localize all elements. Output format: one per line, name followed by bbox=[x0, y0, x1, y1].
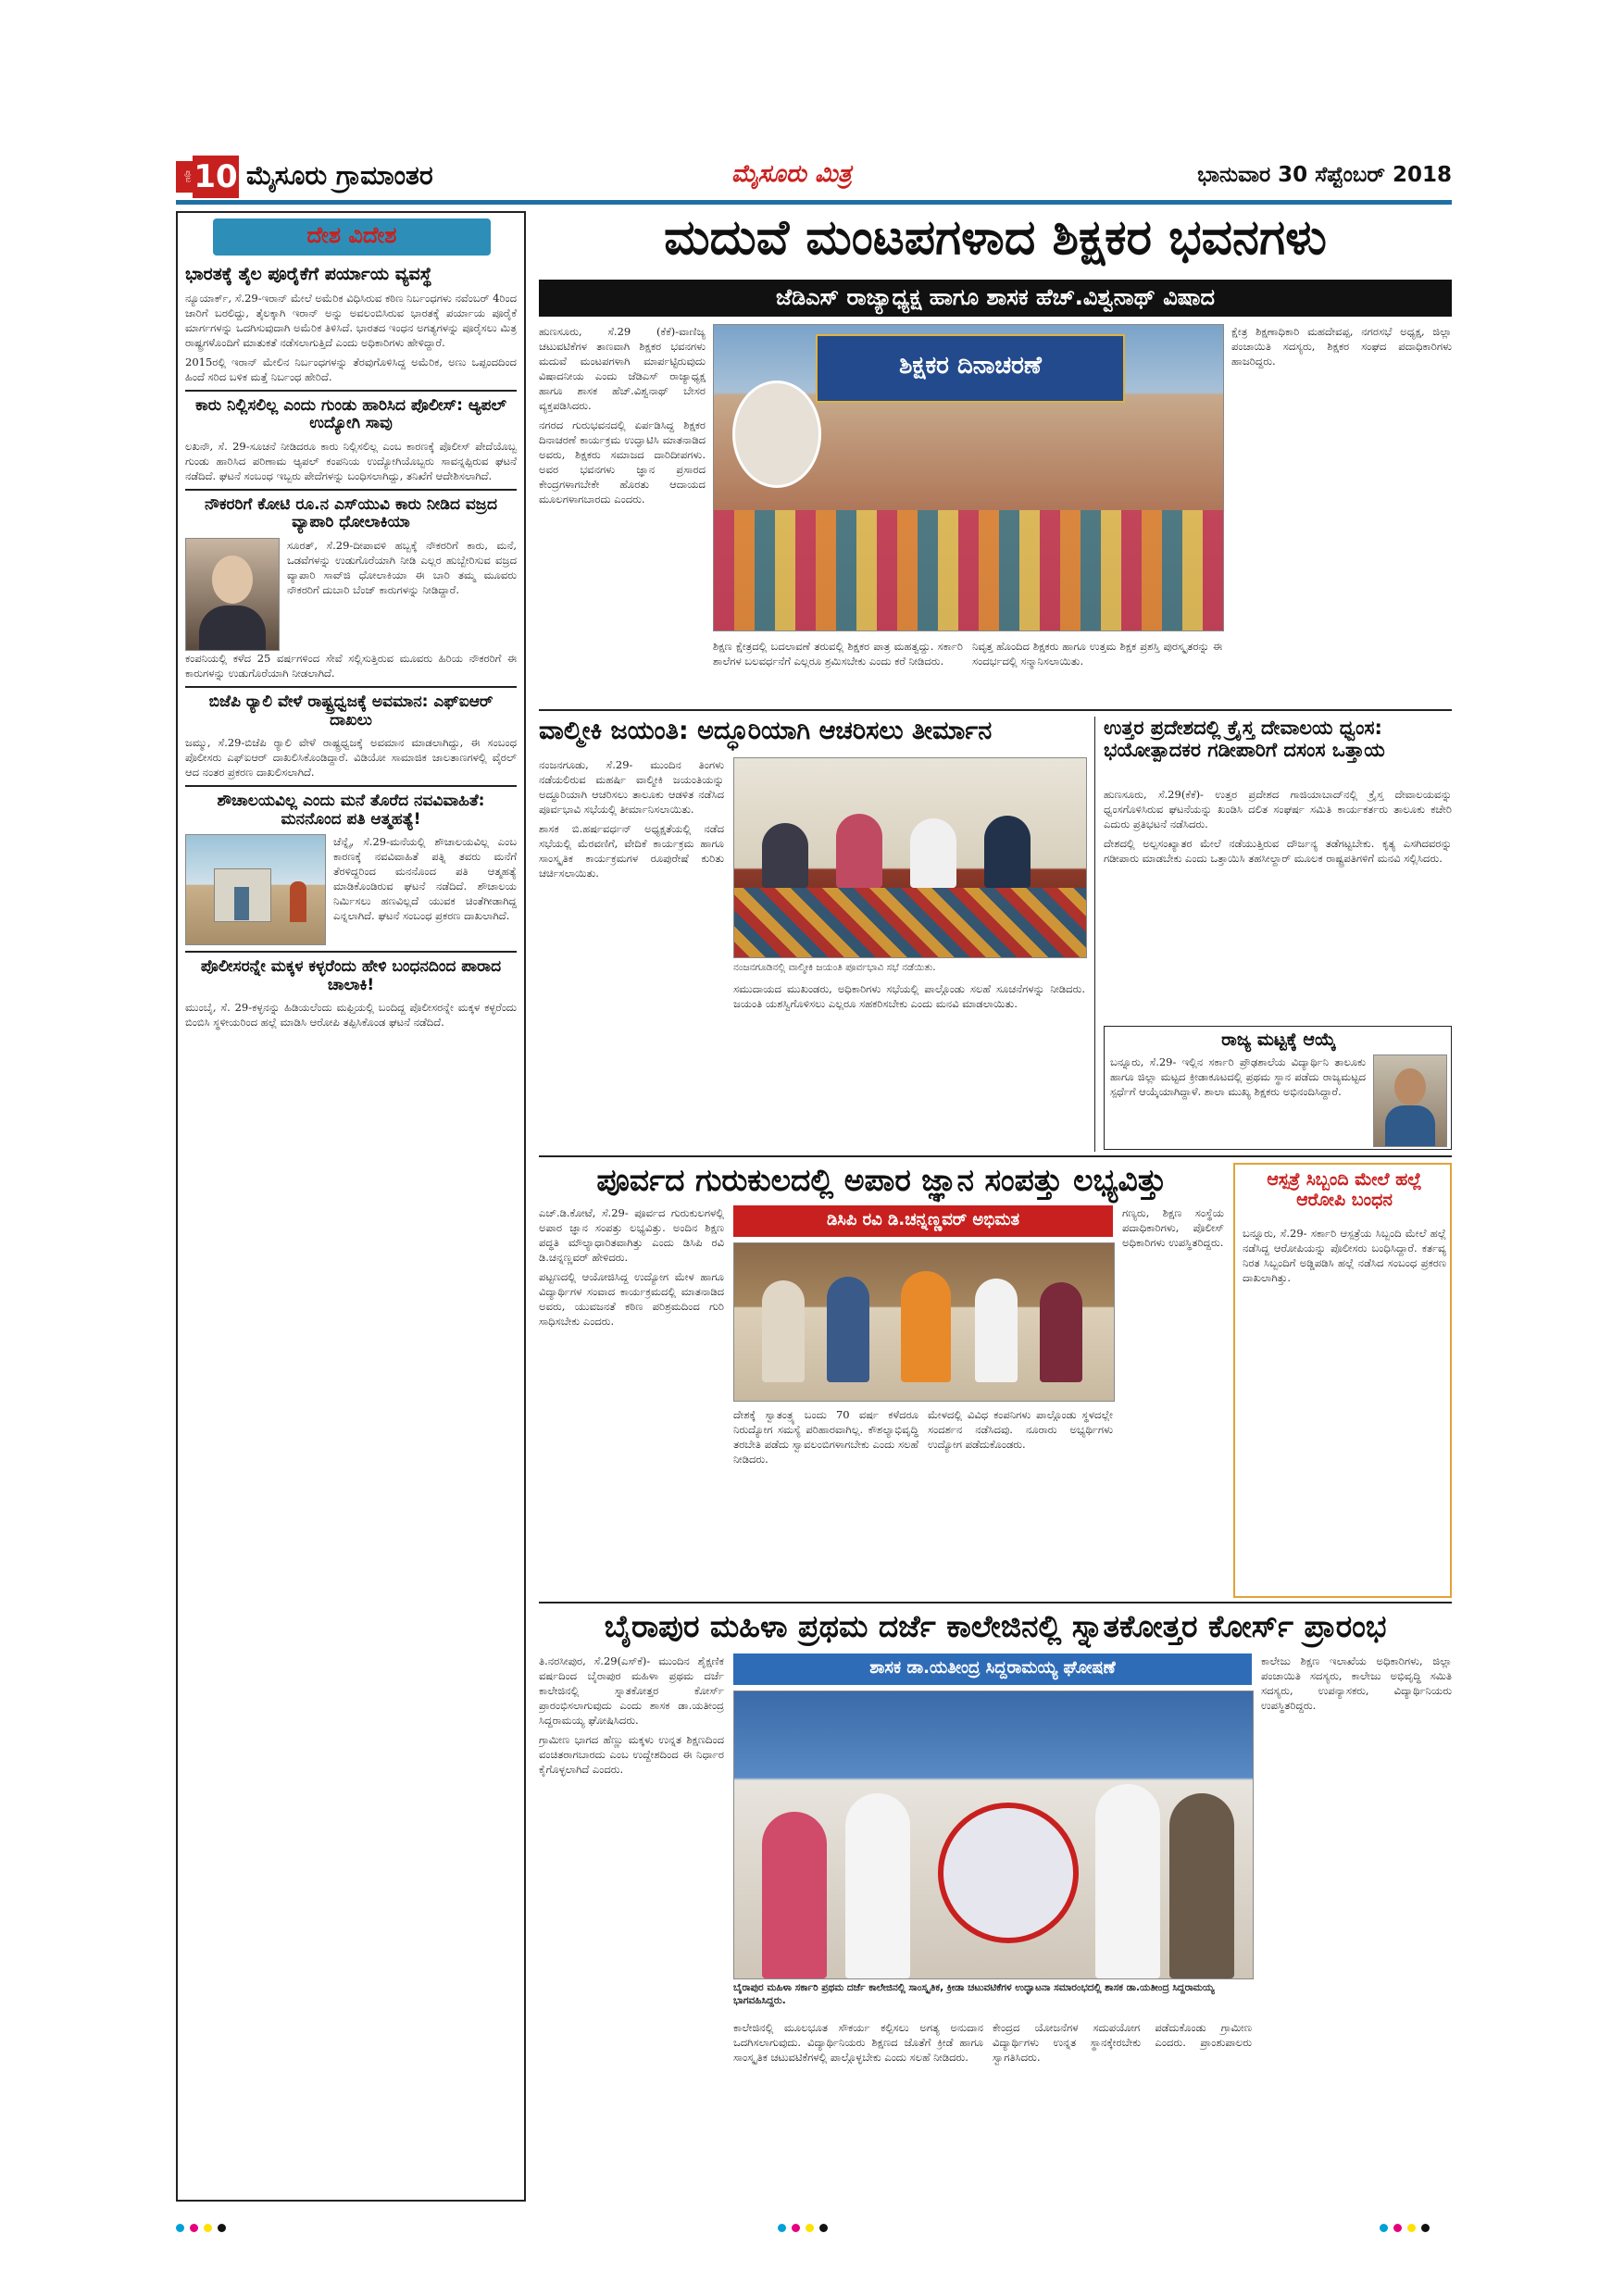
registration-marks-center bbox=[778, 2218, 833, 2236]
left-body-7: ಚೆನ್ನೈ, ಸೆ.29-ಮನೆಯಲ್ಲಿ ಶೌಚಾಲಯವಿಲ್ಲ ಎಂಬ ಕಾರಣಕ್ಕೆ ನವವಿವಾಹಿತೆ ಪತ್ನಿ ತವರು ಮನೆಗೆ ತೆರಳಿದ್ದರಿಂದ ಮನನೊಂದ ಪತಿ ಆತ್ಮಹತ್ಯೆ ಮಾಡಿಕೊಂಡಿರುವ ಘಟನೆ ನಡೆದಿದೆ. ಶೌಚಾಲಯ ನಿರ್ಮಿಸಲು ಹಣವಿಲ್ಲದೆ ಯುವಕ ಚಿಂತೆಗೀಡಾಗಿದ್ದ ಎನ್ನಲಾಗಿದೆ. ಘಟನೆ ಸಂಬಂಧ ಪ್ರಕರಣ ದಾಖಲಾಗಿದೆ. bbox=[333, 835, 517, 923]
left-body-6: ಜಮ್ಮು, ಸೆ.29-ಬಿಜೆಪಿ ರ್‍ಯಾಲಿ ವೇಳೆ ರಾಷ್ಟ್ರಧ್ವಜಕ್ಕೆ ಅವಮಾನ ಮಾಡಲಾಗಿದ್ದು, ಈ ಸಂಬಂಧ ಪೊಲೀಸರು ಎಫ್‌ಐಆರ್ ದಾಖಲಿಸಿಕೊಂಡಿದ್ದಾರೆ. ವಿಡಿಯೋ ಸಾಮಾಜಿಕ ಜಾಲತಾಣಗಳಲ್ಲಿ ವೈರಲ್ ಆದ ನಂತರ ಪ್ರಕರಣ ದಾಖಲಿಸಲಾಗಿದೆ. bbox=[185, 736, 517, 780]
attack-col bbox=[1243, 1226, 1446, 1592]
valmiki-col-1 bbox=[539, 757, 724, 1146]
college-col-3 bbox=[993, 2020, 1252, 2196]
left-body-5: ಕಂಪನಿಯಲ್ಲಿ ಕಳೆದ 25 ವರ್ಷಗಳಿಂದ ಸೇವೆ ಸಲ್ಲಿಸುತ್ತಿರುವ ಮೂವರು ಹಿರಿಯ ನೌಕರರಿಗೆ ಈ ಕಾರುಗಳನ್ನು ಉಡುಗೊರೆಯಾಗಿ ನೀಡಲಾಗಿದೆ. bbox=[185, 652, 517, 680]
masthead-rule bbox=[176, 200, 1452, 205]
left-column bbox=[185, 265, 517, 2195]
top-col-4 bbox=[1231, 324, 1452, 704]
guru-col-4 bbox=[1122, 1205, 1224, 1594]
valmiki-headline: ವಾಲ್ಮೀಕಿ ಜಯಂತಿ: ಅದ್ಧೂರಿಯಾಗಿ ಆಚರಿಸಲು ತೀರ್ಮಾನ bbox=[539, 717, 993, 745]
college-col-4 bbox=[1261, 1653, 1452, 2196]
valmiki-body-1: ನಂಜನಗೂಡು, ಸೆ.29- ಮುಂದಿನ ತಿಂಗಳು ನಡೆಯಲಿರುವ ಮಹರ್ಷಿ ವಾಲ್ಮೀಕಿ ಜಯಂತಿಯನ್ನು ಅದ್ಧೂರಿಯಾಗಿ ಆಚರಿಸಲು ತಾಲೂಕು ಆಡಳಿತ ನಡೆಸಿದ ಪೂರ್ವಭಾವಿ ಸಭೆಯಲ್ಲಿ ತೀರ್ಮಾನಿಸಲಾಯಿತು. bbox=[539, 758, 724, 816]
photo-banner-text: ಶಿಕ್ಷಕರ ದಿನಾಚರಣೆ bbox=[899, 352, 1042, 380]
guru-subhead-text: ಡಿಸಿಪಿ ರವಿ ಡಿ.ಚನ್ನಣ್ಣವರ್ ಅಭಿಮತ bbox=[826, 1210, 1020, 1229]
guru-event-photo bbox=[733, 1242, 1115, 1402]
mid-divider bbox=[1094, 717, 1095, 1152]
guru-body-5: ಗಣ್ಯರು, ಶಿಕ್ಷಣ ಸಂಸ್ಥೆಯ ಪದಾಧಿಕಾರಿಗಳು, ಪೊಲೀಸ್ ಅಧಿಕಾರಿಗಳು ಉಪಸ್ಥಿತರಿದ್ದರು. bbox=[1122, 1206, 1224, 1249]
section-tag bbox=[213, 218, 491, 256]
guru-headline: ಪೂರ್ವದ ಗುರುಕುಲದಲ್ಲಿ ಅಪಾರ ಜ್ಞಾನ ಸಂಪತ್ತು ಲಭ್ಯವಿತ್ತು bbox=[596, 1162, 1167, 1198]
up-headline: ಉತ್ತರ ಪ್ರದೇಶದಲ್ಲಿ ಕ್ರೈಸ್ತ ದೇವಾಲಯ ಧ್ವಂಸ: ಭಯೋತ್ಪಾದಕರ ಗಡೀಪಾರಿಗೆ ದಸಂಸ ಒತ್ತಾಯ bbox=[1104, 717, 1385, 762]
up-body-2: ದೇಶದಲ್ಲಿ ಅಲ್ಪಸಂಖ್ಯಾತರ ಮೇಲೆ ನಡೆಯುತ್ತಿರುವ ದೌರ್ಜನ್ಯ ತಡೆಗಟ್ಟಬೇಕು. ಕೃತ್ಯ ಎಸಗಿದವರನ್ನು ಗಡೀಪಾರು ಮಾಡಬೇಕು ಎಂದು ಒತ್ತಾಯಿಸಿ ತಹಸೀಲ್ದಾರ್ ಮೂಲಕ ರಾಷ್ಟ್ರಪತಿಗಳಿಗೆ ಮನವಿ ಸಲ್ಲಿಸಿದರು. bbox=[1104, 837, 1452, 865]
section-title: ಮೈಸೂರು ಗ್ರಾಮಾಂತರ bbox=[246, 160, 433, 191]
registration-marks-right bbox=[1380, 2218, 1435, 2236]
state-box bbox=[1104, 1026, 1452, 1150]
left-body-8: ಮುಂಬೈ, ಸೆ. 29-ಕಳ್ಳನನ್ನು ಹಿಡಿಯಲೆಂದು ಮಫ್ತಿಯಲ್ಲಿ ಬಂದಿದ್ದ ಪೊಲೀಸರನ್ನೇ ಮಕ್ಕಳ ಕಳ್ಳರೆಂದು ಬಿಂಬಿಸಿ ಸ್ಥಳೀಯರಿಂದ ಹಲ್ಲೆ ಮಾಡಿಸಿ ಆರೋಪಿ ತಪ್ಪಿಸಿಕೊಂಡ ಘಟನೆ ನಡೆದಿದೆ. bbox=[185, 1001, 517, 1029]
state-headline: ರಾಜ್ಯ ಮಟ್ಟಕ್ಕೆ ಆಯ್ಕೆ bbox=[1221, 1029, 1336, 1050]
valmiki-body-3: ಸಮುದಾಯದ ಮುಖಂಡರು, ಅಧಿಕಾರಿಗಳು ಸಭೆಯಲ್ಲಿ ಪಾಲ್ಗೊಂಡು ಸಲಹೆ ಸೂಚನೆಗಳನ್ನು ನೀಡಿದರು. ಜಯಂತಿ ಯಶಸ್ವಿಗೊಳಿಸಲು ಎಲ್ಲರೂ ಸಹಕರಿಸಬೇಕು ಎಂದು ಮನವಿ ಮಾಡಲಾಯಿತು. bbox=[733, 982, 1085, 1010]
guru-col-2 bbox=[733, 1407, 918, 1592]
student-photo bbox=[1373, 1054, 1447, 1147]
attack-box bbox=[1233, 1163, 1452, 1598]
college-subhead bbox=[733, 1653, 1252, 1685]
guru-body-2: ಪಟ್ಟಣದಲ್ಲಿ ಆಯೋಜಿಸಿದ್ದ ಉದ್ಯೋಗ ಮೇಳ ಹಾಗೂ ವಿದ್ಯಾರ್ಥಿಗಳ ಸಂವಾದ ಕಾರ್ಯಕ್ರಮದಲ್ಲಿ ಮಾತನಾಡಿದ ಅವರು, ಯುವಜನತೆ ಕಠಿಣ ಪರಿಶ್ರಮದಿಂದ ಗುರಿ ಸಾಧಿಸಬೇಕು ಎಂದರು. bbox=[539, 1270, 724, 1328]
top-col-3 bbox=[972, 639, 1222, 704]
college-body-5: ಕಾಲೇಜು ಶಿಕ್ಷಣ ಇಲಾಖೆಯ ಅಧಿಕಾರಿಗಳು, ಜಿಲ್ಲಾ ಪಂಚಾಯಿತಿ ಸದಸ್ಯರು, ಕಾಲೇಜು ಅಭಿವೃದ್ಧಿ ಸಮಿತಿ ಸದಸ್ಯರು, ಉಪನ್ಯಾಸಕರು, ವಿದ್ಯಾರ್ಥಿನಿಯರು ಉಪಸ್ಥಿತರಿದ್ದರು. bbox=[1261, 1654, 1452, 1712]
portrait-photo bbox=[185, 538, 280, 651]
photo-stage-banner bbox=[816, 334, 1125, 403]
guru-body-4: ಮೇಳದಲ್ಲಿ ವಿವಿಧ ಕಂಪನಿಗಳು ಪಾಲ್ಗೊಂಡು ಸ್ಥಳದಲ್ಲೇ ಸಂದರ್ಶನ ನಡೆಸಿದವು. ನೂರಾರು ಅಭ್ಯರ್ಥಿಗಳು ಉದ್ಯೋಗ ಪಡೆದುಕೊಂಡರು. bbox=[928, 1408, 1113, 1451]
left-headline-6: ಪೊಲೀಸರನ್ನೇ ಮಕ್ಕಳ ಕಳ್ಳರೆಂದು ಹೇಳಿ ಬಂಧನದಿಂದ ಪಾರಾದ ಚಾಲಾಕಿ! bbox=[200, 957, 502, 994]
college-body-4: ಕೇಂದ್ರದ ಯೋಜನೆಗಳ ಸದುಪಯೋಗ ಪಡೆದುಕೊಂಡು ಗ್ರಾಮೀಣ ವಿದ್ಯಾರ್ಥಿಗಳು ಉನ್ನತ ಸ್ಥಾನಕ್ಕೇರಬೇಕು ಎಂದರು. ಪ್ರಾಂಶುಪಾಲರು ಸ್ವಾಗತಿಸಿದರು. bbox=[993, 2021, 1252, 2064]
valmiki-body-2: ಶಾಸಕ ಬಿ.ಹರ್ಷವರ್ಧನ್ ಅಧ್ಯಕ್ಷತೆಯಲ್ಲಿ ನಡೆದ ಸಭೆಯಲ್ಲಿ ಮೆರವಣಿಗೆ, ವೇದಿಕೆ ಕಾರ್ಯಕ್ರಮ ಹಾಗೂ ಸಾಂಸ್ಕೃತಿಕ ಕಾರ್ಯಕ್ರಮಗಳ ರೂಪುರೇಷೆ ಕುರಿತು ಚರ್ಚಿಸಲಾಯಿತು. bbox=[539, 822, 724, 880]
top-body-2: ನಗರದ ಗುರುಭವನದಲ್ಲಿ ಏರ್ಪಡಿಸಿದ್ದ ಶಿಕ್ಷಕರ ದಿನಾಚರಣೆ ಕಾರ್ಯಕ್ರಮ ಉದ್ಘಾಟಿಸಿ ಮಾತನಾಡಿದ ಅವರು, ಶಿಕ್ಷಕರು ಸಮಾಜದ ದಾರಿದೀಪಗಳು. ಅವರ ಭವನಗಳು ಜ್ಞಾನ ಪ್ರಸಾರದ ಕೇಂದ್ರಗಳಾಗಬೇಕೇ ಹೊರತು ಆದಾಯದ ಮೂಲಗಳಾಗಬಾರದು ಎಂದರು. bbox=[539, 418, 706, 505]
guru-subhead bbox=[733, 1205, 1113, 1237]
guru-col-1 bbox=[539, 1205, 724, 1594]
left-body-4: ಸೂರತ್, ಸೆ.29-ದೀಪಾವಳಿ ಹಬ್ಬಕ್ಕೆ ನೌಕರರಿಗೆ ಕಾರು, ಮನೆ, ಒಡವೆಗಳನ್ನು ಉಡುಗೊರೆಯಾಗಿ ನೀಡಿ ಎಲ್ಲರ ಹುಬ್ಬೇರಿಸುವ ವಜ್ರದ ವ್ಯಾಪಾರಿ ಸಾವ್‌ಜಿ ಧೋಲಾಕಿಯಾ ಈ ಬಾರಿ ತಮ್ಮ ಮೂವರು ನೌಕರರಿಗೆ ದುಬಾರಿ ಬೆಂಜ್ ಕಾರುಗಳನ್ನು ನೀಡಿದ್ದಾರೆ. bbox=[287, 539, 517, 597]
guru-rule bbox=[539, 1602, 1452, 1603]
top-rule bbox=[539, 709, 1452, 711]
college-body-3: ಕಾಲೇಜಿನಲ್ಲಿ ಮೂಲಭೂತ ಸೌಕರ್ಯ ಕಲ್ಪಿಸಲು ಅಗತ್ಯ ಅನುದಾನ ಒದಗಿಸಲಾಗುವುದು. ವಿದ್ಯಾರ್ಥಿನಿಯರು ಶಿಕ್ಷಣದ ಜೊತೆಗೆ ಕ್ರೀಡೆ ಹಾಗೂ ಸಾಂಸ್ಕೃತಿಕ ಚಟುವಟಿಕೆಗಳಲ್ಲಿ ಪಾಲ್ಗೊಳ್ಳಬೇಕು ಎಂದು ಸಲಹೆ ನೀಡಿದರು. bbox=[733, 2021, 983, 2064]
page-number: 10 bbox=[193, 156, 239, 198]
toilet-photo bbox=[185, 834, 326, 945]
attack-headline: ಆಸ್ಪತ್ರೆ ಸಿಬ್ಬಂದಿ ಮೇಲೆ ಹಲ್ಲೆ ಆರೋಪಿ ಬಂಧನ bbox=[1267, 1169, 1422, 1210]
top-body-1: ಹುಣಸೂರು, ಸೆ.29 (ಕೆಕೆ)-ವಾಣಿಜ್ಯ ಚಟುವಟಿಕೆಗಳ ತಾಣವಾಗಿ ಶಿಕ್ಷಕರ ಭವನಗಳು ಮದುವೆ ಮಂಟಪಗಳಾಗಿ ಮಾರ್ಪಟ್ಟಿರುವುದು ವಿಷಾದನೀಯ ಎಂದು ಜೆಡಿಎಸ್ ರಾಜ್ಯಾಧ್ಯಕ್ಷ ಹಾಗೂ ಶಾಸಕ ಹೆಚ್.ವಿಶ್ವನಾಥ್ ಬೇಸರ ವ್ಯಕ್ತಪಡಿಸಿದರು. bbox=[539, 325, 706, 412]
left-headline-3: ನೌಕರರಿಗೆ ಕೋಟಿ ರೂ.ನ ಎಸ್‌ಯುವಿ ಕಾರು ನೀಡಿದ ವಜ್ರದ ವ್ಯಾಪಾರಿ ಧೋಲಾಕಿಯಾ bbox=[205, 494, 497, 532]
left-headline-4: ಬಿಜೆಪಿ ರ್‍ಯಾಲಿ ವೇಳೆ ರಾಷ್ಟ್ರಧ್ವಜಕ್ಕೆ ಅವಮಾನ: ಎಫ್‌ಐಆರ್ ದಾಖಲು bbox=[208, 693, 493, 730]
up-col bbox=[1104, 787, 1452, 1018]
section-tag-text: ದೇಶ ವಿದೇಶ bbox=[306, 222, 397, 248]
college-col-2 bbox=[733, 2020, 983, 2196]
college-col-1 bbox=[539, 1653, 724, 2172]
paper-name: ಮೈಸೂರು ಮಿತ್ರ bbox=[731, 160, 852, 188]
left-body-2: 2015ರಲ್ಲಿ ಇರಾನ್ ಮೇಲಿನ ನಿರ್ಬಂಧಗಳನ್ನು ತೆರವುಗೊಳಿಸಿದ್ದ ಅಮೆರಿಕ, ಅಣು ಒಪ್ಪಂದದಿಂದ ಹಿಂದೆ ಸರಿದ ಬಳಿಕ ಮತ್ತೆ ನಿರ್ಬಂಧ ಹೇರಿದೆ. bbox=[185, 355, 517, 383]
teachers-day-photo bbox=[713, 324, 1224, 631]
state-body: ಬನ್ನೂರು, ಸೆ.29- ಇಲ್ಲಿನ ಸರ್ಕಾರಿ ಪ್ರೌಢಶಾಲೆಯ ವಿದ್ಯಾರ್ಥಿನಿ ತಾಲೂಕು ಹಾಗೂ ಜಿಲ್ಲಾ ಮಟ್ಟದ ಕ್ರೀಡಾಕೂಟದಲ್ಲಿ ಪ್ರಥಮ ಸ್ಥಾನ ಪಡೆದು ರಾಜ್ಯಮಟ್ಟದ ಸ್ಪರ್ಧೆಗೆ ಆಯ್ಕೆಯಾಗಿದ್ದಾಳೆ. ಶಾಲಾ ಮುಖ್ಯ ಶಿಕ್ಷಕರು ಅಭಿನಂದಿಸಿದ್ದಾರೆ. bbox=[1110, 1055, 1366, 1098]
state-col bbox=[1110, 1054, 1366, 1147]
college-headline: ಬೈರಾಪುರ ಮಹಿಳಾ ಪ್ರಥಮ ದರ್ಜೆ ಕಾಲೇಜಿನಲ್ಲಿ ಸ್ನಾತಕೋತ್ತರ ಕೋರ್ಸ್ ಪ್ರಾರಂಭ bbox=[604, 1608, 1387, 1644]
top-body-4: ನಿವೃತ್ತ ಹೊಂದಿದ ಶಿಕ್ಷಕರು ಹಾಗೂ ಉತ್ತಮ ಶಿಕ್ಷಕ ಪ್ರಶಸ್ತಿ ಪುರಸ್ಕೃತರನ್ನು ಈ ಸಂದರ್ಭದಲ್ಲಿ ಸನ್ಮಾನಿಸಲಾಯಿತು. bbox=[972, 640, 1222, 668]
main-subhead-banner bbox=[539, 280, 1452, 317]
registration-marks-left bbox=[176, 2218, 231, 2236]
college-body-2: ಗ್ರಾಮೀಣ ಭಾಗದ ಹೆಣ್ಣು ಮಕ್ಕಳು ಉನ್ನತ ಶಿಕ್ಷಣದಿಂದ ವಂಚಿತರಾಗಬಾರದು ಎಂಬ ಉದ್ದೇಶದಿಂದ ಈ ನಿರ್ಧಾರ ಕೈಗೊಳ್ಳಲಾಗಿದೆ ಎಂದರು. bbox=[539, 1733, 724, 1776]
left-headline-5: ಶೌಚಾಲಯವಿಲ್ಲ ಎಂದು ಮನೆ ತೊರೆದ ನವವಿವಾಹಿತೆ: ಮನನೊಂದ ಪತಿ ಆತ್ಮಹತ್ಯೆ! bbox=[217, 792, 485, 829]
left-headline-2: ಕಾರು ನಿಲ್ಲಿಸಲಿಲ್ಲ ಎಂದು ಗುಂಡು ಹಾರಿಸಿದ ಪೊಲೀಸ್: ಆ್ಯಪಲ್ ಉದ್ಯೋಗಿ ಸಾವು bbox=[195, 395, 506, 433]
guru-body-3: ದೇಶಕ್ಕೆ ಸ್ವಾತಂತ್ರ್ಯ ಬಂದು 70 ವರ್ಷ ಕಳೆದರೂ ನಿರುದ್ಯೋಗ ಸಮಸ್ಯೆ ಪರಿಹಾರವಾಗಿಲ್ಲ. ಕೌಶಲ್ಯಾಭಿವೃದ್ಧಿ ತರಬೇತಿ ಪಡೆದು ಸ್ವಾವಲಂಬಿಗಳಾಗಬೇಕು ಎಂದು ಸಲಹೆ ನೀಡಿದರು. bbox=[733, 1408, 918, 1466]
issue-date: ಭಾನುವಾರ 30 ಸೆಪ್ಟೆಂಬರ್ 2018 bbox=[1197, 163, 1452, 187]
mid-rule bbox=[539, 1155, 1452, 1157]
top-body-3: ಶಿಕ್ಷಣ ಕ್ಷೇತ್ರದಲ್ಲಿ ಬದಲಾವಣೆ ತರುವಲ್ಲಿ ಶಿಕ್ಷಕರ ಪಾತ್ರ ಮಹತ್ವದ್ದು. ಸರ್ಕಾರಿ ಶಾಲೆಗಳ ಬಲವರ್ಧನೆಗೆ ಎಲ್ಲರೂ ಶ್ರಮಿಸಬೇಕು ಎಂದು ಕರೆ ನೀಡಿದರು. bbox=[713, 640, 963, 668]
top-body-5: ಕ್ಷೇತ್ರ ಶಿಕ್ಷಣಾಧಿಕಾರಿ ಮಹದೇವಪ್ಪ, ನಗರಸಭೆ ಅಧ್ಯಕ್ಷ, ಜಿಲ್ಲಾ ಪಂಚಾಯಿತಿ ಸದಸ್ಯರು, ಶಿಕ್ಷಕರ ಸಂಘದ ಪದಾಧಿಕಾರಿಗಳು ಹಾಜರಿದ್ದರು. bbox=[1231, 325, 1452, 368]
left-body-1: ನ್ಯೂಯಾರ್ಕ್, ಸೆ.29-ಇರಾನ್ ಮೇಲೆ ಅಮೆರಿಕ ವಿಧಿಸಿರುವ ಕಠಿಣ ನಿರ್ಬಂಧಗಳು ನವೆಂಬರ್ 4ರಿಂದ ಜಾರಿಗೆ ಬರಲಿದ್ದು, ತೈಲಕ್ಕಾಗಿ ಇರಾನ್ ಅನ್ನು ಅವಲಂಬಿಸಿರುವ ಭಾರತಕ್ಕೆ ಪರ್ಯಾಯ ಪೂರೈಕೆ ಮಾರ್ಗಗಳನ್ನು ಒದಗಿಸುವುದಾಗಿ ಅಮೆರಿಕ ತಿಳಿಸಿದೆ. ಭಾರತದ ಇಂಧನ ಅಗತ್ಯಗಳನ್ನು ಪೂರೈಸಲು ಮಿತ್ರ ರಾಷ್ಟ್ರಗಳೊಂದಿಗೆ ಮಾತುಕತೆ ನಡೆಸಲಾಗುತ್ತಿದೆ ಎಂದು ಅಧಿಕಾರಿಗಳು ಹೇಳಿದ್ದಾರೆ. bbox=[185, 291, 517, 349]
college-event-photo bbox=[733, 1691, 1254, 1979]
top-col-1 bbox=[539, 324, 706, 694]
left-body-3: ಲಖನೌ, ಸೆ. 29-ಸೂಚನೆ ನೀಡಿದರೂ ಕಾರು ನಿಲ್ಲಿಸಲಿಲ್ಲ ಎಂಬ ಕಾರಣಕ್ಕೆ ಪೊಲೀಸ್ ಪೇದೆಯೊಬ್ಬ ಗುಂಡು ಹಾರಿಸಿದ ಪರಿಣಾಮ ಆ್ಯಪಲ್ ಕಂಪನಿಯ ಉದ್ಯೋಗಿಯೊಬ್ಬರು ಸಾವನ್ನಪ್ಪಿರುವ ಘಟನೆ ನಡೆದಿದೆ. ಘಟನೆ ಸಂಬಂಧ ಇಬ್ಬರು ಪೇದೆಗಳನ್ನು ಬಂಧಿಸಲಾಗಿದ್ದು, ತನಿಖೆಗೆ ಆದೇಶಿಸಲಾಗಿದೆ. bbox=[185, 439, 517, 482]
attack-body: ಬನ್ನೂರು, ಸೆ.29- ಸರ್ಕಾರಿ ಆಸ್ಪತ್ರೆಯ ಸಿಬ್ಬಂದಿ ಮೇಲೆ ಹಲ್ಲೆ ನಡೆಸಿದ್ದ ಆರೋಪಿಯನ್ನು ಪೊಲೀಸರು ಬಂಧಿಸಿದ್ದಾರೆ. ಕರ್ತವ್ಯ ನಿರತ ಸಿಬ್ಬಂದಿಗೆ ಅಡ್ಡಿಪಡಿಸಿ ಹಲ್ಲೆ ನಡೆಸಿದ ಸಂಬಂಧ ಪ್ರಕರಣ ದಾಖಲಾಗಿತ್ತು. bbox=[1243, 1227, 1446, 1284]
main-headline: ಮದುವೆ ಮಂಟಪಗಳಾದ ಶಿಕ್ಷಕರ ಭವನಗಳು bbox=[664, 210, 1327, 266]
main-subhead-text: ಜೆಡಿಎಸ್ ರಾಜ್ಯಾಧ್ಯಕ್ಷ ಹಾಗೂ ಶಾಸಕ ಹೆಚ್.ವಿಶ್ವನಾಥ್ ವಿಷಾದ bbox=[775, 284, 1216, 310]
valmiki-col-2 bbox=[733, 981, 1085, 1148]
valmiki-caption: ನಂಜನಗೂಡಿನಲ್ಲಿ ವಾಲ್ಮೀಕಿ ಜಯಂತಿ ಪೂರ್ವಭಾವಿ ಸಭೆ ನಡೆಯಿತು. bbox=[733, 962, 936, 973]
college-subhead-text: ಶಾಸಕ ಡಾ.ಯತೀಂದ್ರ ಸಿದ್ದರಾಮಯ್ಯ ಘೋಷಣೆ bbox=[869, 1658, 1116, 1678]
page-label: ಪುಟ bbox=[176, 161, 193, 193]
masthead bbox=[176, 156, 1452, 200]
college-caption: ಬೈರಾಪುರ ಮಹಿಳಾ ಸರ್ಕಾರಿ ಪ್ರಥಮ ದರ್ಜೆ ಕಾಲೇಜಿನಲ್ಲಿ ಸಾಂಸ್ಕೃತಿಕ, ಕ್ರೀಡಾ ಚಟುವಟಿಕೆಗಳ ಉದ್ಘಾಟನಾ ಸಮಾರಂಭದಲ್ಲಿ ಶಾಸಕ ಡಾ.ಯತೀಂದ್ರ ಸಿದ್ದರಾಮಯ್ಯ ಭಾಗವಹಿಸಿದ್ದರು. bbox=[733, 1982, 1215, 2006]
college-body-1: ತಿ.ನರಸೀಪುರ, ಸೆ.29(ಎಸ್‌ಕೆ)- ಮುಂದಿನ ಶೈಕ್ಷಣಿಕ ವರ್ಷದಿಂದ ಬೈರಾಪುರ ಮಹಿಳಾ ಪ್ರಥಮ ದರ್ಜೆ ಕಾಲೇಜಿನಲ್ಲಿ ಸ್ನಾತಕೋತ್ತರ ಕೋರ್ಸ್ ಪ್ರಾರಂಭಿಸಲಾಗುವುದು ಎಂದು ಶಾಸಕ ಡಾ.ಯತೀಂದ್ರ ಸಿದ್ದರಾಮಯ್ಯ ಘೋಷಿಸಿದರು. bbox=[539, 1654, 724, 1727]
guru-body-1: ಎಚ್.ಡಿ.ಕೋಟೆ, ಸೆ.29- ಪೂರ್ವದ ಗುರುಕುಲಗಳಲ್ಲಿ ಅಪಾರ ಜ್ಞಾನ ಸಂಪತ್ತು ಲಭ್ಯವಿತ್ತು. ಅಂದಿನ ಶಿಕ್ಷಣ ಪದ್ಧತಿ ಮೌಲ್ಯಾಧಾರಿತವಾಗಿತ್ತು ಎಂದು ಡಿಸಿಪಿ ರವಿ ಡಿ.ಚನ್ನಣ್ಣವರ್ ಹೇಳಿದರು. bbox=[539, 1206, 724, 1264]
top-col-2 bbox=[713, 639, 963, 704]
guru-col-3 bbox=[928, 1407, 1113, 1592]
valmiki-meeting-photo bbox=[733, 757, 1087, 958]
left-headline-1: ಭಾರತಕ್ಕೆ ತೈಲ ಪೂರೈಕೆಗೆ ಪರ್ಯಾಯ ವ್ಯವಸ್ಥೆ bbox=[185, 265, 432, 284]
up-body-1: ಹುಣಸೂರು, ಸೆ.29(ಕೆಕೆ)- ಉತ್ತರ ಪ್ರದೇಶದ ಗಾಜಿಯಾಬಾದ್‌ನಲ್ಲಿ ಕ್ರೈಸ್ತ ದೇವಾಲಯವನ್ನು ಧ್ವಂಸಗೊಳಿಸಿರುವ ಘಟನೆಯನ್ನು ಖಂಡಿಸಿ ದಲಿತ ಸಂಘರ್ಷ ಸಮಿತಿ ಕಾರ್ಯಕರ್ತರು ತಾಲೂಕು ಕಚೇರಿ ಎದುರು ಪ್ರತಿಭಟನೆ ನಡೆಸಿದರು. bbox=[1104, 788, 1452, 830]
